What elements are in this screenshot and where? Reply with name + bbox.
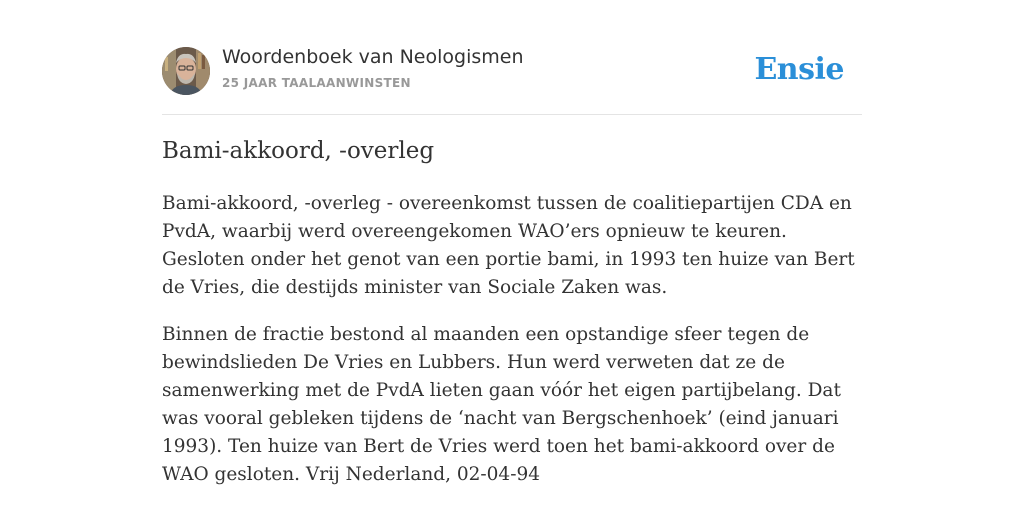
entry-title: Bami-akkoord, -overleg bbox=[162, 138, 435, 164]
site-title[interactable]: Woordenboek van Neologismen bbox=[222, 46, 524, 68]
entry-paragraph: Bami-akkoord, -overleg - overeenkomst tussen de coalitiepartijen CDA en PvdA, waarbij werd overeengekomen WAO’ers opnieuw te keuren. Gesloten onder het genot van een portie bami, in 1993 ten huize van Bert de Vries, die destijds minister van Sociale Zaken was. bbox=[162, 193, 855, 298]
avatar-portrait-icon bbox=[162, 47, 210, 95]
avatar[interactable] bbox=[162, 47, 210, 95]
site-subtitle: 25 JAAR TAALAANWINSTEN bbox=[222, 76, 411, 90]
entry-paragraph: Binnen de fractie bestond al maanden een opstandige sfeer tegen de bewindslieden De Vries en Lubbers. Hun werd verweten dat ze de samenwerking met de PvdA lieten gaan vóór het eigen partijbelang. Dat was vooral gebleken tijdens de ‘nacht van Bergschenhoek’ (eind januari 1993). Ten huize van Bert de Vries werd toen het bami-akkoord over de WAO gesloten. Vrij Nederland, 02-04-94 bbox=[162, 324, 841, 485]
brand-logo[interactable]: Ensie bbox=[754, 52, 844, 87]
page-content bbox=[162, 0, 862, 485]
header bbox=[162, 0, 862, 115]
